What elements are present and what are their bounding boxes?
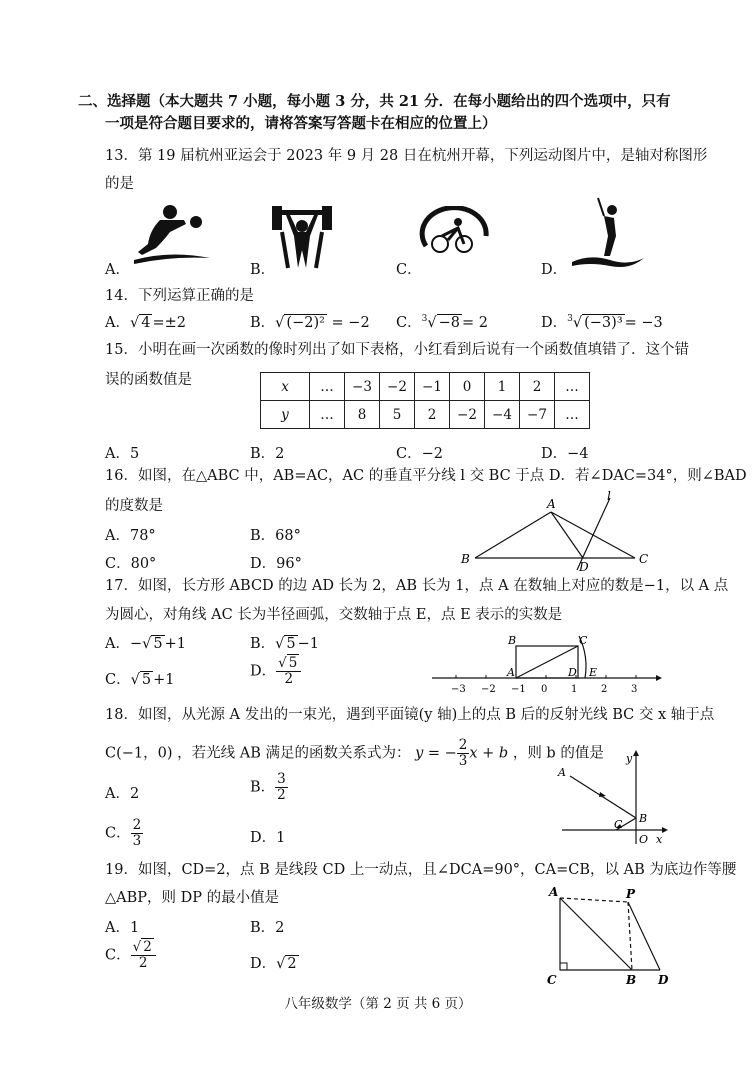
number-line-tick-label: 1 (571, 684, 578, 695)
table-cell: 8 (345, 401, 380, 429)
q16-stem: 16．如图，在△ABC 中，AB=AC，AC 的垂直平分线 l 交 BC 于点 D．若∠DAC=34°，则∠BAD (105, 468, 747, 484)
table-cell: 2 (415, 401, 450, 429)
q19-stem: 19．如图，CD=2，点 B 是线段 CD 上一动点，且∠DCA=90°，CA=CB，以 AB 为底边作等腰 (105, 862, 737, 878)
volleyball-pictogram (130, 200, 214, 270)
q15-option-c[interactable]: C．−2 (396, 446, 443, 462)
number-line-tick-label: −2 (481, 684, 496, 695)
mirror-reflection-figure (556, 748, 672, 844)
number-line-tick-label: 2 (601, 684, 608, 695)
table-cell: −2 (380, 373, 415, 401)
q14-stem: 14．下列运算正确的是 (105, 288, 254, 304)
label-c: C (579, 634, 588, 647)
q14-option-a[interactable]: A．√ 4 =±2 (105, 315, 186, 331)
q13-option-c[interactable]: C． (396, 262, 422, 278)
q18-stem-cont: C(−1，0) ，若光线 AB 满足的函数关系式为： y = − $\frac{2}{3}$ x + b ，则 b 的值是 (105, 737, 604, 769)
table-row-x (261, 373, 590, 401)
q15-option-a[interactable]: A．5 (105, 446, 140, 462)
label-b: B (639, 812, 648, 825)
q19-option-d[interactable]: D．√ 2 (250, 956, 297, 972)
q15-stem: 15．小明在画一次函数的像时列出了如下表格，小红看到后说有一个函数值填错了．这个错 (105, 342, 689, 358)
triangle-abc-figure (455, 490, 655, 572)
label-a: A (547, 497, 556, 511)
q19-option-a[interactable]: A．1 (105, 920, 140, 936)
table-cell: … (310, 373, 345, 401)
section-heading-cont: 一项是符合题目要求的，请将答案写答题卡在相应的位置上） (105, 115, 497, 132)
table-cell: … (555, 373, 590, 401)
value-table (260, 372, 590, 429)
label-c: C (547, 973, 557, 987)
q14-option-d[interactable]: D．$^3$√ (−3)³ = −3 (541, 314, 663, 331)
weightlifting-pictogram (272, 206, 332, 272)
label-c: C (639, 552, 649, 566)
q17-stem: 17．如图，长方形 ABCD 的边 AD 长为 2，AB 长为 1，点 A 在数轴上对应的数是−1，以 A 点 (105, 578, 729, 594)
table-cell: −1 (415, 373, 450, 401)
label-a: A (549, 885, 559, 899)
table-row-y (261, 401, 590, 429)
label-c: C (614, 818, 623, 831)
q15-stem-cont: 误的函数值是 (105, 372, 192, 388)
table-cell: 0 (450, 373, 485, 401)
table-cell: 1 (485, 373, 520, 401)
q13-stem: 13．第 19 届杭州亚运会于 2023 年 9 月 28 日在杭州开幕，下列运动图片中，是轴对称图形 (105, 148, 708, 164)
number-line-tick-label: −3 (451, 684, 466, 695)
label-a: A (507, 666, 515, 679)
label-b: B (461, 552, 470, 566)
q18-option-c[interactable]: C． $\frac{2}{3}$ (105, 817, 142, 849)
table-header-x: x (261, 373, 310, 401)
q18-option-d[interactable]: D．1 (250, 830, 286, 846)
q18-stem: 18．如图，从光源 A 发出的一束光，遇到平面镜(y 轴)上的点 B 后的反射光线 BC 交 x 轴于点 (105, 707, 715, 723)
q13-option-a[interactable]: A． (105, 262, 130, 278)
isosceles-abp-figure (542, 884, 676, 992)
q13-option-b[interactable]: B． (250, 262, 276, 278)
page-footer: 八年级数学（第 2 页 共 6 页） (284, 996, 472, 1012)
q16-option-a[interactable]: A．78° (105, 528, 156, 544)
table-cell: … (310, 401, 345, 429)
number-line-tick-label: −1 (511, 684, 526, 695)
q14-option-b[interactable]: B．√ (−2)² = −2 (250, 315, 370, 331)
table-cell: −2 (450, 401, 485, 429)
golf-pictogram (570, 196, 646, 272)
q17-option-d[interactable]: D． $\frac{√ 5}{2}$ (250, 656, 301, 687)
q18-option-a[interactable]: A．2 (105, 786, 140, 802)
label-e: E (589, 666, 598, 679)
label-y: y (626, 752, 633, 765)
q14-option-c[interactable]: C．$^3$√ −8 = 2 (396, 314, 488, 331)
table-cell: 2 (520, 373, 555, 401)
label-d: D (579, 560, 589, 572)
q16-option-b[interactable]: B．68° (250, 528, 301, 544)
q15-option-b[interactable]: B．2 (250, 446, 285, 462)
number-line-figure (432, 632, 662, 696)
q17-option-c[interactable]: C．√ 5 +1 (105, 672, 175, 688)
q16-stem-cont: 的度数是 (105, 498, 163, 514)
q13-stem-cont: 的是 (105, 176, 134, 192)
cycling-pictogram (418, 206, 490, 266)
q18-option-b[interactable]: B． $\frac{3}{2}$ (250, 771, 286, 803)
label-l: l (607, 490, 611, 503)
section-heading: 二、选择题（本大题共 7 小题，每小题 3 分，共 21 分．在每小题给出的四个选项中，只有 (78, 93, 671, 110)
table-cell: −3 (345, 373, 380, 401)
q17-option-b[interactable]: B．√ 5 −1 (250, 636, 320, 652)
number-line-tick-label: 0 (541, 684, 548, 695)
label-o: O (639, 833, 649, 844)
label-p: P (626, 887, 636, 901)
q16-option-c[interactable]: C．80° (105, 556, 157, 572)
q15-option-d[interactable]: D．−4 (541, 446, 589, 462)
q13-option-d[interactable]: D． (541, 262, 568, 278)
table-cell: … (555, 401, 590, 429)
q19-option-b[interactable]: B．2 (250, 920, 285, 936)
label-b: B (626, 973, 637, 987)
number-line-tick-label: 3 (631, 684, 638, 695)
label-x: x (656, 833, 663, 844)
label-b: B (508, 634, 517, 647)
q19-stem-cont: △ABP，则 DP 的最小值是 (105, 890, 280, 906)
q19-option-c[interactable]: C． $\frac{√ 2}{2}$ (105, 940, 156, 971)
table-cell: −4 (485, 401, 520, 429)
table-header-y: y (261, 401, 310, 429)
label-d: D (568, 666, 577, 679)
table-cell: 5 (380, 401, 415, 429)
table-cell: −7 (520, 401, 555, 429)
label-a: A (558, 766, 566, 779)
q17-option-a[interactable]: A．−√ 5 +1 (105, 636, 186, 652)
q17-stem-cont: 为圆心，对角线 AC 长为半径画弧，交数轴于点 E，点 E 表示的实数是 (105, 607, 563, 623)
q16-option-d[interactable]: D．96° (250, 556, 302, 572)
label-d: D (658, 973, 669, 987)
